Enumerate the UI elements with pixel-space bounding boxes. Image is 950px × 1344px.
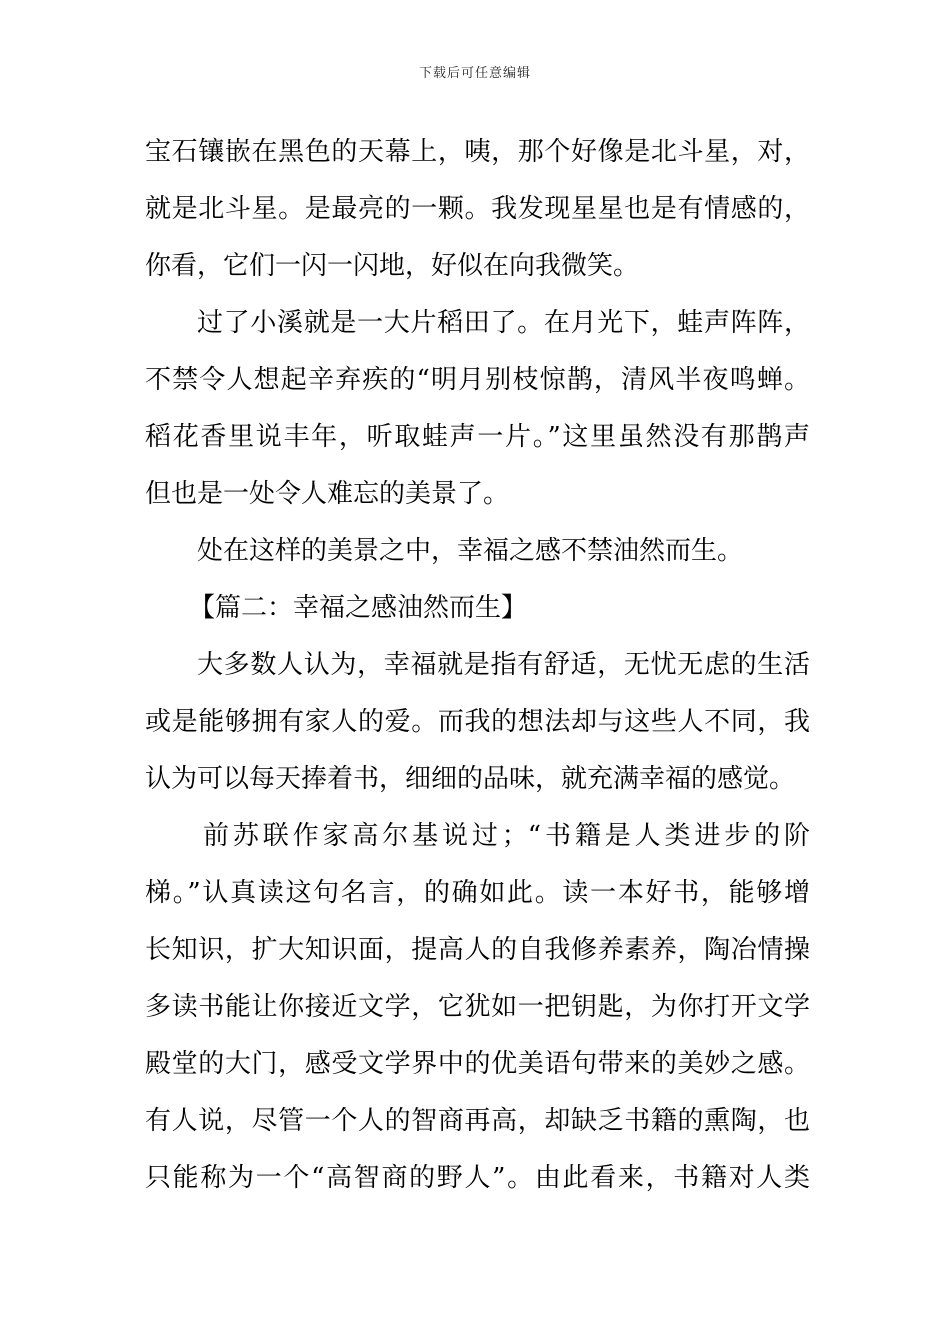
- text-line: 有人说，尽管一个人的智商再高，却缺乏书籍的熏陶，也: [145, 1106, 810, 1136]
- text-line: 稻花香里说丰年，听取蛙声一片。”这里虽然没有那鹊声: [145, 422, 810, 452]
- text-line: 梯。”认真读这句名言，的确如此。读一本好书，能够增: [145, 878, 810, 908]
- text-line: 多读书能让你接近文学，它犹如一把钥匙，为你打开文学: [145, 992, 810, 1022]
- text-line: 就是北斗星。是最亮的一颗。我发现星星也是有情感的，: [145, 194, 810, 224]
- paragraph-start-line: 大多数人认为，幸福就是指有舒适，无忧无虑的生活: [197, 650, 810, 680]
- paragraph-start-line: 前苏联作家高尔基说过；“书籍是人类进步的阶: [203, 821, 810, 851]
- paragraph-start-line: 过了小溪就是一大片稻田了。在月光下，蛙声阵阵，: [197, 308, 810, 338]
- page-header: 下载后可任意编辑: [418, 66, 531, 81]
- text-line: 但也是一处令人难忘的美景了。: [145, 479, 510, 509]
- text-line: 长知识，扩大知识面，提高人的自我修养素养，陶冶情操: [145, 935, 810, 965]
- document-body: [145, 124, 810, 1207]
- text-line: 或是能够拥有家人的爱。而我的想法却与这些人不同，我: [145, 707, 810, 737]
- section-heading: 【篇二：幸福之感油然而生】: [189, 593, 528, 623]
- paragraph-start-line: 处在这样的美景之中，幸福之感不禁油然而生。: [197, 536, 744, 566]
- text-line: 认为可以每天捧着书，细细的品味，就充满幸福的感觉。: [145, 764, 796, 794]
- text-line: 宝石镶嵌在黑色的天幕上，咦，那个好像是北斗星，对，: [145, 137, 810, 167]
- text-line: 只能称为一个“高智商的野人”。由此看来，书籍对人类: [145, 1163, 810, 1193]
- text-line: 不禁令人想起辛弃疾的“明月别枝惊鹊，清风半夜鸣蝉。: [145, 365, 810, 395]
- text-line: 你看，它们一闪一闪地，好似在向我微笑。: [145, 251, 640, 281]
- text-line: 殿堂的大门，感受文学界中的优美语句带来的美妙之感。: [145, 1049, 810, 1079]
